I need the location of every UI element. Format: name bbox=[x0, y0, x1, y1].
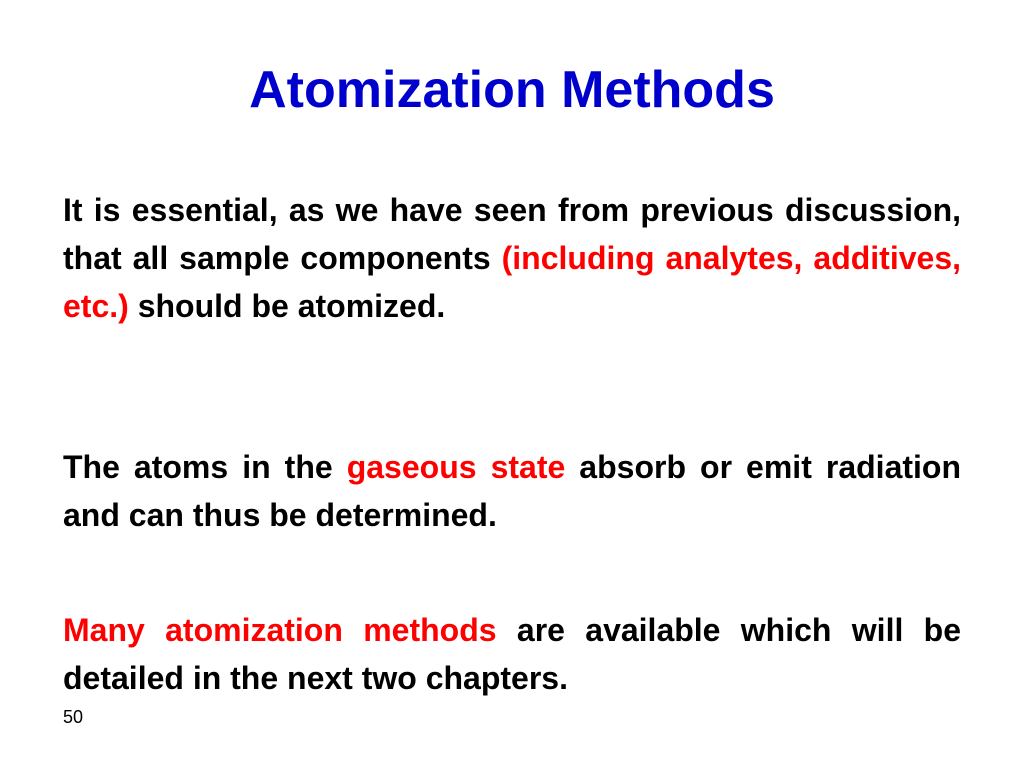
page-number: 50 bbox=[63, 707, 84, 727]
highlighted-text: gaseous state bbox=[346, 449, 566, 485]
paragraph-text: are available which will be detailed in the next two chapters. bbox=[63, 612, 962, 696]
highlighted-text: Many atomization methods bbox=[63, 612, 497, 648]
paragraph-text: The atoms in the bbox=[63, 449, 347, 485]
paragraph-text: should be atomized. bbox=[128, 288, 446, 324]
paragraph-gaseous-state bbox=[63, 443, 961, 539]
paragraph-methods-available bbox=[63, 606, 961, 702]
slide-title: Atomization Methods bbox=[249, 61, 775, 119]
paragraph-text: It is essential, as we have seen from previous discussion, that all sample components bbox=[63, 192, 961, 276]
paragraph-text: absorb or emit radiation and can thus be determined. bbox=[63, 449, 961, 533]
highlighted-text: (including analytes, additives, etc.) bbox=[63, 240, 961, 324]
paragraph-atomization-requirement bbox=[63, 186, 961, 330]
